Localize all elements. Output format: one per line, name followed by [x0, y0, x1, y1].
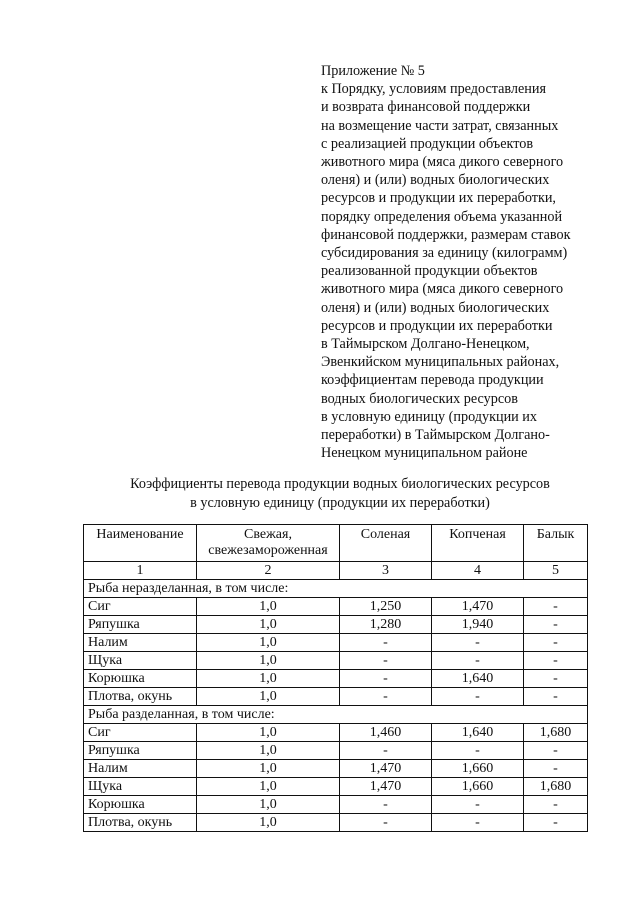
- cell-salted: -: [340, 742, 432, 760]
- cell-fresh: 1,0: [197, 688, 340, 706]
- cell-name: Налим: [84, 760, 197, 778]
- table-row: [84, 688, 588, 706]
- cell-balyk: -: [524, 688, 588, 706]
- column-number: 1: [84, 562, 197, 580]
- cell-fresh: 1,0: [197, 814, 340, 832]
- cell-balyk: 1,680: [524, 724, 588, 742]
- cell-smoked: -: [432, 814, 524, 832]
- table-row: [84, 742, 588, 760]
- header-balyk: Балык: [524, 525, 588, 562]
- cell-smoked: 1,470: [432, 598, 524, 616]
- column-number: 4: [432, 562, 524, 580]
- cell-smoked: -: [432, 796, 524, 814]
- cell-name: Корюшка: [84, 796, 197, 814]
- column-number: 5: [524, 562, 588, 580]
- cell-fresh: 1,0: [197, 796, 340, 814]
- appendix-line: в условную единицу (продукции их: [321, 408, 537, 425]
- section-row: [84, 580, 588, 598]
- cell-fresh: 1,0: [197, 652, 340, 670]
- table-row: [84, 634, 588, 652]
- appendix-line: водных биологических ресурсов: [321, 390, 518, 407]
- column-number-row: [84, 562, 588, 580]
- cell-smoked: 1,660: [432, 760, 524, 778]
- appendix-line: Приложение № 5: [321, 63, 425, 79]
- header-fresh-line-2: свежезамороженная: [208, 543, 328, 558]
- cell-salted: 1,470: [340, 760, 432, 778]
- appendix-line: ресурсов и продукции их переработки,: [321, 190, 556, 207]
- table-row: [84, 652, 588, 670]
- table-row: [84, 616, 588, 634]
- cell-fresh: 1,0: [197, 778, 340, 796]
- cell-balyk: -: [524, 814, 588, 832]
- cell-salted: -: [340, 688, 432, 706]
- cell-fresh: 1,0: [197, 598, 340, 616]
- cell-fresh: 1,0: [197, 616, 340, 634]
- table-title: [60, 475, 620, 512]
- cell-salted: 1,460: [340, 724, 432, 742]
- appendix-line: Ненецком муниципальном районе: [321, 445, 528, 462]
- cell-smoked: -: [432, 634, 524, 652]
- header-salted: Соленая: [340, 525, 432, 562]
- cell-fresh: 1,0: [197, 670, 340, 688]
- cell-salted: -: [340, 652, 432, 670]
- cell-name: Сиг: [84, 724, 197, 742]
- appendix-line: ресурсов и продукции их переработки: [321, 317, 553, 334]
- column-number: 2: [197, 562, 340, 580]
- appendix-line: животного мира (мяса дикого северного: [321, 281, 564, 298]
- appendix-line: коэффициентам перевода продукции: [321, 372, 544, 389]
- appendix-line: финансовой поддержки, размерам ставок: [321, 226, 571, 243]
- cell-salted: -: [340, 634, 432, 652]
- cell-smoked: 1,640: [432, 670, 524, 688]
- cell-balyk: 1,680: [524, 778, 588, 796]
- cell-name: Сиг: [84, 598, 197, 616]
- cell-smoked: -: [432, 742, 524, 760]
- cell-balyk: -: [524, 634, 588, 652]
- cell-salted: 1,470: [340, 778, 432, 796]
- cell-fresh: 1,0: [197, 634, 340, 652]
- appendix-line: к Порядку, условиям предоставления: [321, 81, 547, 98]
- cell-salted: -: [340, 670, 432, 688]
- cell-balyk: -: [524, 652, 588, 670]
- cell-name: Налим: [84, 634, 197, 652]
- table-row: [84, 760, 588, 778]
- cell-balyk: -: [524, 670, 588, 688]
- section-title: Рыба разделанная, в том числе:: [84, 706, 588, 724]
- cell-smoked: 1,940: [432, 616, 524, 634]
- cell-salted: 1,280: [340, 616, 432, 634]
- cell-name: Щука: [84, 778, 197, 796]
- appendix-line: оленя) и (или) водных биологических: [321, 172, 550, 189]
- appendix-line: на возмещение части затрат, связанных: [321, 117, 559, 134]
- cell-name: Плотва, окунь: [84, 688, 197, 706]
- cell-fresh: 1,0: [197, 760, 340, 778]
- cell-salted: -: [340, 814, 432, 832]
- cell-salted: -: [340, 796, 432, 814]
- header-fresh-line-1: Свежая,: [244, 527, 292, 542]
- cell-name: Корюшка: [84, 670, 197, 688]
- table-row: [84, 796, 588, 814]
- cell-smoked: -: [432, 652, 524, 670]
- table-title-line-2: в условную единицу (продукции их переработки): [190, 494, 490, 511]
- header-smoked: Копченая: [432, 525, 524, 562]
- appendix-line: реализованной продукции объектов: [321, 263, 538, 280]
- appendix-line: Эвенкийском муниципальных районах,: [321, 354, 560, 371]
- appendix-line: и возврата финансовой поддержки: [321, 99, 531, 116]
- appendix-line: порядку определения объема указанной: [321, 208, 563, 225]
- appendix-line: в Таймырском Долгано-Ненецком,: [321, 336, 530, 353]
- cell-name: Щука: [84, 652, 197, 670]
- section-title: Рыба неразделанная, в том числе:: [84, 580, 588, 598]
- header-fresh: [197, 525, 340, 562]
- appendix-line: субсидирования за единицу (килограмм): [321, 245, 568, 262]
- cell-name: Ряпушка: [84, 742, 197, 760]
- header-name: Наименование: [84, 525, 197, 562]
- cell-fresh: 1,0: [197, 724, 340, 742]
- coefficients-table: [83, 524, 588, 832]
- column-number: 3: [340, 562, 432, 580]
- appendix-header: [321, 62, 621, 462]
- cell-smoked: 1,660: [432, 778, 524, 796]
- appendix-line: с реализацией продукции объектов: [321, 135, 534, 152]
- appendix-line: животного мира (мяса дикого северного: [321, 154, 564, 171]
- cell-balyk: -: [524, 616, 588, 634]
- section-row: [84, 706, 588, 724]
- table-title-line-1: Коэффициенты перевода продукции водных биологических ресурсов: [130, 476, 550, 492]
- cell-salted: 1,250: [340, 598, 432, 616]
- table-header-row: [84, 525, 588, 562]
- table-row: [84, 814, 588, 832]
- table-row: [84, 778, 588, 796]
- table-row: [84, 724, 588, 742]
- cell-fresh: 1,0: [197, 742, 340, 760]
- cell-balyk: -: [524, 742, 588, 760]
- table-row: [84, 670, 588, 688]
- cell-name: Ряпушка: [84, 616, 197, 634]
- appendix-line: переработки) в Таймырском Долгано-: [321, 427, 550, 444]
- cell-balyk: -: [524, 796, 588, 814]
- cell-smoked: 1,640: [432, 724, 524, 742]
- cell-smoked: -: [432, 688, 524, 706]
- cell-balyk: -: [524, 760, 588, 778]
- table-row: [84, 598, 588, 616]
- appendix-line: оленя) и (или) водных биологических: [321, 299, 550, 316]
- cell-name: Плотва, окунь: [84, 814, 197, 832]
- cell-balyk: -: [524, 598, 588, 616]
